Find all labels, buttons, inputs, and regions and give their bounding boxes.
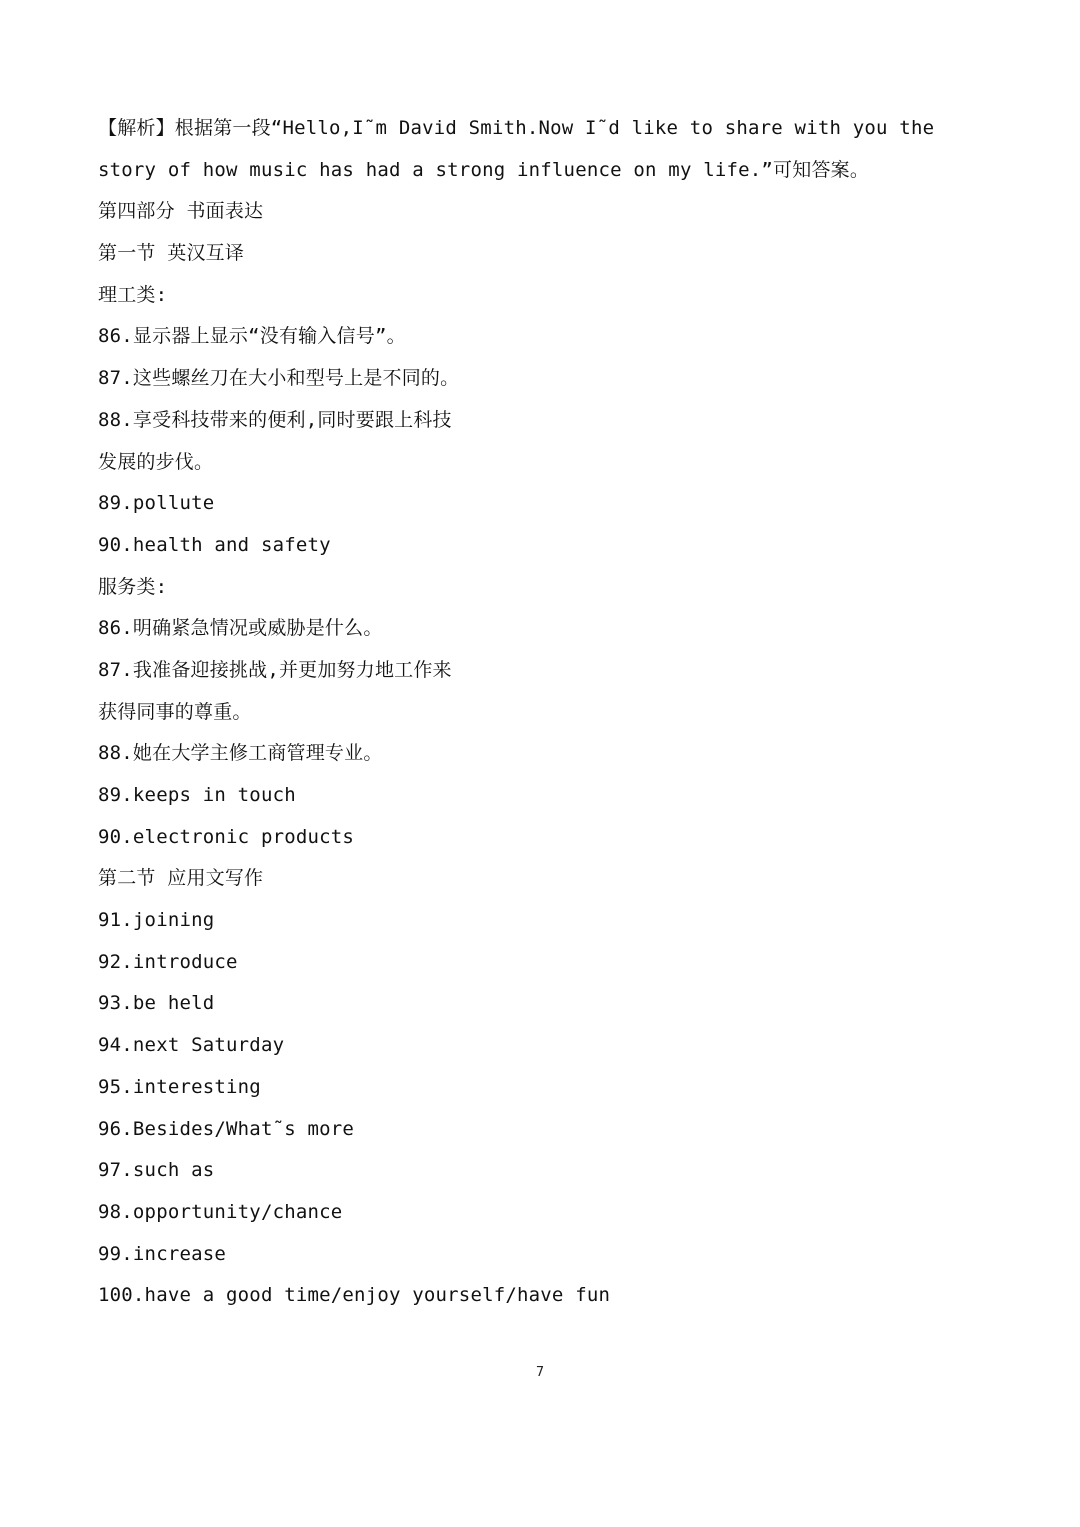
answer-line: 89.keeps in touch bbox=[98, 784, 296, 806]
answer-line: 87.我准备迎接挑战,并更加努力地工作来 bbox=[98, 658, 452, 681]
answer-line: 86.明确紧急情况或威胁是什么。 bbox=[98, 617, 383, 640]
answer-line: 发展的步伐。 bbox=[98, 450, 214, 473]
answer-line: 86.显示器上显示“没有输入信号”。 bbox=[98, 325, 406, 348]
section-heading-translation: 第一节 英汉互译 bbox=[98, 242, 245, 265]
answer-line: 97.such as bbox=[98, 1159, 215, 1182]
answer-line: 94.next Saturday bbox=[98, 1034, 285, 1057]
answer-line: 88.她在大学主修工商管理专业。 bbox=[98, 742, 383, 765]
answer-line: 99.increase bbox=[98, 1242, 227, 1265]
answer-line: 获得同事的尊重。 bbox=[98, 700, 252, 723]
section-heading-writing: 第二节 应用文写作 bbox=[98, 867, 264, 890]
analysis-line-2: story of how music has had a strong influence on my life.”可知答案。 bbox=[98, 158, 870, 181]
answer-line: 91.joining bbox=[98, 909, 215, 932]
answer-line: 89.pollute bbox=[98, 492, 215, 515]
category-label-science: 理工类: bbox=[98, 283, 168, 306]
answer-line: 88.享受科技带来的便利,同时要跟上科技 bbox=[98, 408, 452, 431]
answer-line: 92.introduce bbox=[98, 950, 238, 973]
answer-line: 87.这些螺丝刀在大小和型号上是不同的。 bbox=[98, 367, 460, 390]
answer-line: 90.electronic products bbox=[98, 825, 355, 848]
page-number: 7 bbox=[535, 1365, 545, 1380]
answer-line: 96.Besides/What˜s more bbox=[98, 1117, 355, 1140]
answer-line: 95.interesting bbox=[98, 1075, 261, 1098]
answer-line: 100.have a good time/enjoy yourself/have fun bbox=[98, 1284, 611, 1307]
answer-line: 98.opportunity/chance bbox=[98, 1200, 343, 1223]
answer-line: 90.health and safety bbox=[98, 533, 331, 556]
answer-text-block bbox=[98, 108, 938, 1317]
answer-line: 93.be held bbox=[98, 992, 215, 1015]
section-heading-part-four: 第四部分 书面表达 bbox=[98, 200, 264, 223]
analysis-line-1: 【解析】根据第一段“Hello,I˜m David Smith.Now I˜d like to share with you the bbox=[98, 117, 935, 139]
category-label-service: 服务类: bbox=[98, 575, 168, 598]
